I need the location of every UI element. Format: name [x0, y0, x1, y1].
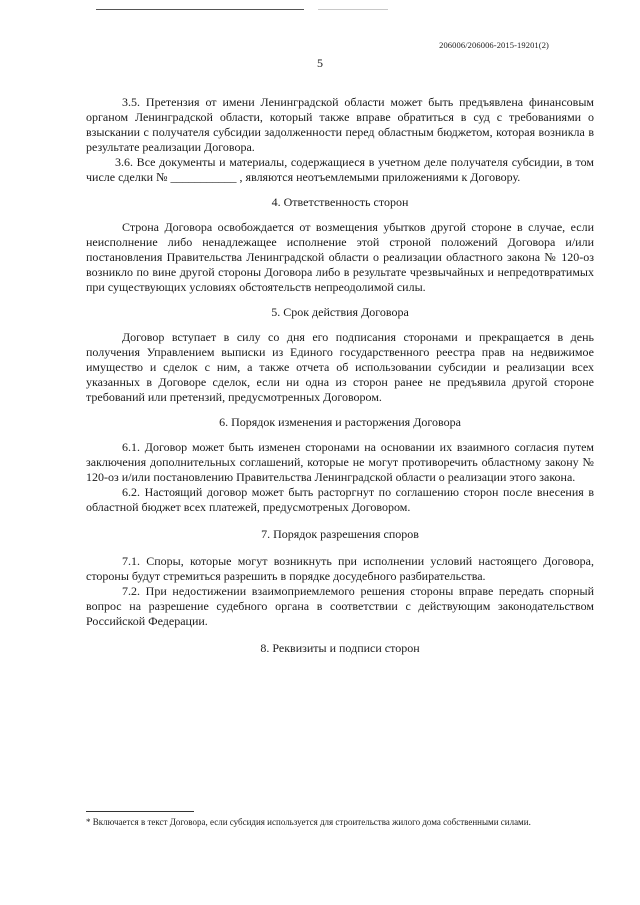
heading-section-8: 8. Реквизиты и подписи сторон: [260, 641, 420, 655]
heading-section-4: 4. Ответственность сторон: [271, 195, 409, 209]
heading-section-5: 5. Срок действия Договора: [271, 305, 409, 319]
paragraph-6-2: 6.2. Настоящий договор может быть расторгнут по соглашению сторон после внесения в областной бюджет всех платежей, предусмотреных Договором.: [86, 485, 594, 514]
document-id: 206006/206006-2015-19201(2): [439, 40, 549, 50]
footnote: * Включается в текст Договора, если субсидия используется для строительства жилого дома собственными силами.: [86, 817, 531, 827]
footnote-separator: [86, 811, 194, 812]
paragraph-3-6: 3.6. Все документы и материалы, содержащиеся в учетном деле получателя субсидии, в том числе сделки № ___________ , являются неотъемлемыми приложениями к Договору.: [86, 155, 594, 184]
paragraph-7-1: 7.1. Споры, которые могут возникнуть при исполнении условий настоящего Договора, стороны будут стремиться разрешить в порядке досудебного разбирательства.: [86, 554, 594, 583]
paragraph-6-1: 6.1. Договор может быть изменен сторонами на основании их взаимного согласия путем заключения дополнительных соглашений, которые не могут противоречить областному закону № 120-оз и/или постановлению Правительства Ленинградской области о реализации этого закона.: [86, 440, 594, 484]
top-scan-rule-faint: [318, 9, 388, 10]
document-body: [86, 95, 594, 656]
paragraph-7-2: 7.2. При недостижении взаимоприемлемого решения стороны вправе передать спорный вопрос на разрешение судебного органа в соответствии с действующим законодательством Российской Федерации.: [86, 584, 594, 628]
paragraph-4: Строна Договора освобождается от возмещения убытков другой стороне в случае, если неисполнение либо ненадлежащее исполнение этой строной положений Договора и/или постановления Правительства Ленинградской области о реализации областного закона № 120-оз возникло по вине другой стороны Договора либо в результате чрезвычайных и непредотвратимых при существующих условиях обстоятельств непреодолимой силы.: [86, 220, 594, 294]
heading-section-7: 7. Порядок разрешения споров: [261, 527, 419, 541]
heading-section-6: 6. Порядок изменения и расторжения Договора: [219, 415, 461, 429]
paragraph-3-5: 3.5. Претензия от имени Ленинградской области может быть предъявлена финансовым органом Ленинградской области, который также вправе обратиться в суд с требованиями о взыскании с получателя субсидии задолженности перед областным бюджетом, которая возникла в результате реализации Договора.: [86, 95, 594, 154]
top-scan-rule: [96, 9, 304, 10]
page-number: 5: [317, 56, 323, 70]
paragraph-5: Договор вступает в силу со дня его подписания сторонами и прекращается в день получения Управлением выписки из Единого государственного реестра прав на недвижимое имущество и сделок с ним, а также отчета об использовании субсидии и реализации всех указанных в Договоре сделок, если ни одна из сторон ранее не предъявила другой стороне требований или претензий, предусмотренных Договором.: [86, 330, 594, 404]
